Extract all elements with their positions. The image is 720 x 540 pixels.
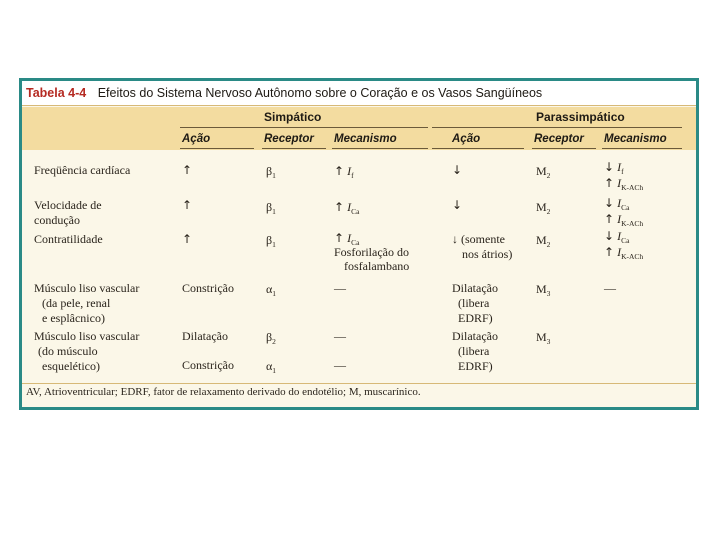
row-label-line1: Músculo liso vascular <box>34 281 140 295</box>
p-action-line1: Dilatação <box>452 329 498 343</box>
current-subscript: K-ACh <box>621 252 644 261</box>
s-action-up-arrow: ↑ <box>182 163 193 177</box>
s-mechanism <box>334 163 354 184</box>
table-title-text: Efeitos do Sistema Nervoso Autônomo sobre o Coração e os Vasos Sangüíneos <box>97 86 543 100</box>
current-subscript: K-ACh <box>621 219 644 228</box>
row-label-line1: Velocidade de <box>34 198 102 212</box>
receptor-subscript: 1 <box>272 171 276 180</box>
table-title <box>22 81 696 106</box>
down-arrow-icon: ↓ <box>604 229 615 243</box>
footnote-rule <box>22 383 696 384</box>
s-mechanism <box>334 199 359 220</box>
p-action-line1: ↓ (somente <box>452 232 505 246</box>
table-panel <box>22 81 696 407</box>
s-action-1: Dilatação <box>182 329 228 343</box>
p-action-line1: Dilatação <box>452 281 498 295</box>
row-label-line2: (da pele, renal <box>42 296 111 310</box>
receptor-symbol: β <box>266 200 273 214</box>
up-arrow-icon: ↑ <box>334 164 345 178</box>
row-label: Freqüência cardíaca <box>34 163 131 177</box>
s-mechanism: — <box>334 281 346 295</box>
row-label-line3: esquelético) <box>42 359 100 373</box>
s-receptor-2 <box>266 358 276 379</box>
receptor-symbol: α <box>266 282 273 296</box>
row-label-line2: (do músculo <box>38 344 98 358</box>
current-label: I <box>347 231 352 245</box>
receptor-subscript: 1 <box>272 240 276 249</box>
row-label-line1: Músculo liso vascular <box>34 329 140 343</box>
s-mechanism-3: fosfalambano <box>344 259 410 273</box>
receptor-subscript: 1 <box>272 366 277 375</box>
rule-s-mechanism <box>332 148 428 149</box>
up-arrow-icon: ↑ <box>334 231 345 245</box>
receptor-symbol: α <box>266 359 273 373</box>
receptor-subscript: 3 <box>546 289 551 298</box>
receptor-symbol: M <box>536 164 547 178</box>
col-head-p-mechanism: Mecanismo <box>604 133 667 145</box>
current-subscript: Ca <box>351 207 360 216</box>
group-sympathetic: Simpático <box>264 110 322 124</box>
table-header <box>22 107 696 150</box>
col-head-s-mechanism: Mecanismo <box>334 133 397 145</box>
current-subscript: Ca <box>621 203 630 212</box>
group-parasympathetic: Parassimpático <box>536 110 625 124</box>
p-receptor <box>536 199 550 220</box>
s-action-up-arrow: ↑ <box>182 232 193 246</box>
down-arrow-icon: ↓ <box>604 196 615 210</box>
current-label: I <box>617 212 622 226</box>
up-arrow-icon: ↑ <box>604 176 615 190</box>
p-mechanism-2 <box>604 244 643 265</box>
rule-s-action <box>180 148 254 149</box>
current-label: I <box>617 196 622 210</box>
receptor-symbol: β <box>266 330 273 344</box>
down-arrow-icon: ↓ <box>604 160 615 174</box>
s-mechanism-1: — <box>334 329 346 343</box>
current-label: I <box>347 164 352 178</box>
s-receptor <box>266 281 276 302</box>
receptor-symbol: β <box>266 164 273 178</box>
current-label: I <box>617 176 622 190</box>
s-receptor <box>266 163 276 184</box>
receptor-subscript: 2 <box>546 240 551 249</box>
col-head-p-action: Ação <box>452 133 481 145</box>
p-action-down-arrow: ↓ <box>452 198 463 212</box>
p-action-line2: (libera <box>458 296 490 310</box>
receptor-subscript: 2 <box>546 207 551 216</box>
row-label-line2: condução <box>34 213 80 227</box>
table-frame <box>19 78 699 410</box>
receptor-subscript: 1 <box>272 207 276 216</box>
p-action-down-arrow: ↓ <box>452 163 463 177</box>
s-mechanism-2: Fosforilação do <box>334 245 409 259</box>
receptor-symbol: M <box>536 282 547 296</box>
p-action-line3: EDRF) <box>458 311 493 325</box>
current-label: I <box>617 245 622 259</box>
rule-p-action <box>432 148 524 149</box>
s-mechanism-2: — <box>334 358 346 372</box>
receptor-subscript: 2 <box>272 337 276 346</box>
group-sympathetic-rule <box>180 127 428 128</box>
p-receptor <box>536 329 550 350</box>
rule-s-receptor <box>262 148 326 149</box>
current-label: I <box>617 160 622 174</box>
p-action-line2: nos átrios) <box>462 247 513 261</box>
receptor-subscript: 1 <box>272 289 277 298</box>
table-footnote: AV, Atrioventricular; EDRF, fator de relaxamento derivado do endotélio; M, muscarínico. <box>26 386 421 398</box>
up-arrow-icon: ↑ <box>604 212 615 226</box>
p-action-line3: EDRF) <box>458 359 493 373</box>
table-number: Tabela 4-4 <box>26 86 87 100</box>
current-label: I <box>347 200 352 214</box>
p-receptor <box>536 232 550 253</box>
current-subscript: K-ACh <box>621 183 644 192</box>
group-parasympathetic-rule <box>432 127 682 128</box>
rule-p-receptor <box>532 148 596 149</box>
receptor-symbol: M <box>536 330 547 344</box>
s-receptor <box>266 199 276 220</box>
current-subscript: Ca <box>351 238 360 247</box>
rule-p-mechanism <box>602 148 682 149</box>
row-label: Contratilidade <box>34 232 103 246</box>
p-action-line2: (libera <box>458 344 490 358</box>
s-receptor-1 <box>266 329 276 350</box>
receptor-symbol: M <box>536 200 547 214</box>
p-mechanism: — <box>604 281 616 295</box>
p-receptor <box>536 281 550 302</box>
row-label-line3: e esplâcnico) <box>42 311 105 325</box>
p-receptor <box>536 163 550 184</box>
current-label: I <box>617 229 622 243</box>
receptor-symbol: β <box>266 233 273 247</box>
s-action: Constrição <box>182 281 234 295</box>
receptor-symbol: M <box>536 233 547 247</box>
s-action-up-arrow: ↑ <box>182 198 193 212</box>
current-subscript: Ca <box>621 236 630 245</box>
col-head-s-receptor: Receptor <box>264 133 314 145</box>
s-receptor <box>266 232 276 253</box>
receptor-subscript: 3 <box>546 337 551 346</box>
current-subscript: f <box>621 167 624 176</box>
receptor-subscript: 2 <box>546 171 551 180</box>
up-arrow-icon: ↑ <box>604 245 615 259</box>
p-mechanism-2 <box>604 175 643 196</box>
s-action-2: Constrição <box>182 358 234 372</box>
current-subscript: f <box>351 171 354 180</box>
col-head-p-receptor: Receptor <box>534 133 584 145</box>
col-head-s-action: Ação <box>182 133 211 145</box>
up-arrow-icon: ↑ <box>334 200 345 214</box>
